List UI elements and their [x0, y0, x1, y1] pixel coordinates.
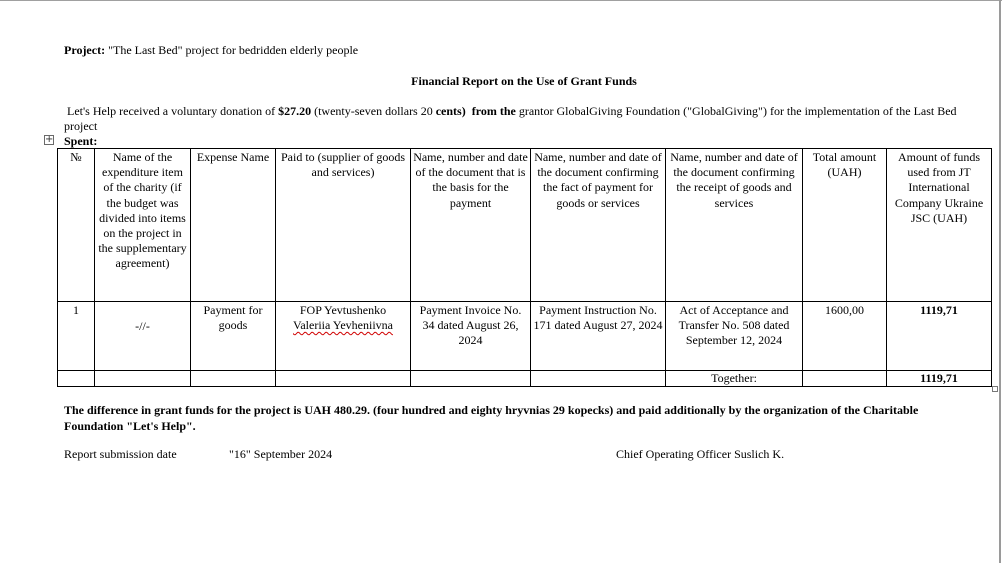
submission-date: "16" September 2024 — [229, 447, 333, 461]
header-expenditure-item: Name of the expenditure item of the charity (if the budget was divided into items on the project in the supplementary agreement) — [95, 149, 191, 302]
cell-paid-to — [276, 302, 411, 371]
total-empty-cell — [276, 371, 411, 387]
table-total-row — [58, 371, 992, 387]
total-label: Together: — [666, 371, 803, 387]
project-line — [64, 43, 358, 58]
intro-from-the: from the — [471, 104, 516, 118]
project-name: "The Last Bed" project for bedridden elderly people — [105, 43, 359, 57]
project-label: Project: — [64, 43, 106, 57]
signatory: Chief Operating Officer Suslich K. — [616, 447, 785, 461]
cell-total-amount: 1600,00 — [803, 302, 887, 371]
header-basis-document: Name, number and date of the document that is the basis for the payment — [411, 149, 531, 302]
header-total-amount: Total amount (UAH) — [803, 149, 887, 302]
intro-paragraph — [64, 104, 989, 134]
total-empty-cell — [531, 371, 666, 387]
header-receipt-document: Name, number and date of the document confirming the receipt of goods and services — [666, 149, 803, 302]
cell-basis-document: Payment Invoice No. 34 dated August 26, 2024 — [411, 302, 531, 371]
intro-text-1: Let's Help received a voluntary donation of — [67, 104, 279, 118]
donation-amount: $27.20 — [278, 104, 312, 118]
cell-funds-used: 1119,71 — [887, 302, 992, 371]
total-amount-cell — [803, 371, 887, 387]
supplier-name-line1: FOP Yevtushenko — [299, 303, 387, 317]
cell-expenditure-item: -//- — [95, 302, 191, 371]
cell-receipt-document: Act of Acceptance and Transfer No. 508 dated September 12, 2024 — [666, 302, 803, 371]
total-empty-cell — [58, 371, 95, 387]
cell-expense-name: Payment for goods — [191, 302, 276, 371]
supplier-name-line2: Valeriia Yevheniivna — [293, 318, 393, 333]
total-funds-used: 1119,71 — [887, 371, 992, 387]
table-row — [58, 302, 992, 371]
intro-text-2: (twenty-seven dollars 20 — [311, 104, 436, 118]
cell-number: 1 — [58, 302, 95, 371]
header-funds-used: Amount of funds used from JT International Company Ukraine JSC (UAH) — [887, 149, 992, 302]
table-header-row — [58, 149, 992, 302]
total-empty-cell — [95, 371, 191, 387]
cell-payment-document: Payment Instruction No. 171 dated August 27, 2024 — [531, 302, 666, 371]
resize-square-icon[interactable] — [992, 386, 998, 392]
move-arrows-icon[interactable]: + — [45, 134, 54, 145]
intro-text-3: grantor GlobalGiving Foundation ("GlobalGiving") for the implementation of the Last Bed project — [64, 104, 957, 133]
intro-cents: cents) — [435, 104, 466, 118]
header-expense-name: Expense Name — [191, 149, 276, 302]
header-number: № — [58, 149, 95, 302]
spent-label: Spent: — [64, 134, 98, 148]
header-paid-to: Paid to (supplier of goods and services) — [276, 149, 411, 302]
report-title: Financial Report on the Use of Grant Funds — [411, 74, 637, 88]
submission-date-label: Report submission date — [64, 447, 177, 461]
expenditure-table — [57, 148, 992, 387]
difference-statement: The difference in grant funds for the project is UAH 480.29. (four hundred and eighty hryvnias 29 kopecks) and paid additionally by the organization of the Charitable Foundation "Let's Help". — [64, 403, 919, 433]
total-empty-cell — [411, 371, 531, 387]
header-payment-document: Name, number and date of the document confirming the fact of payment for goods or services — [531, 149, 666, 302]
total-empty-cell — [191, 371, 276, 387]
